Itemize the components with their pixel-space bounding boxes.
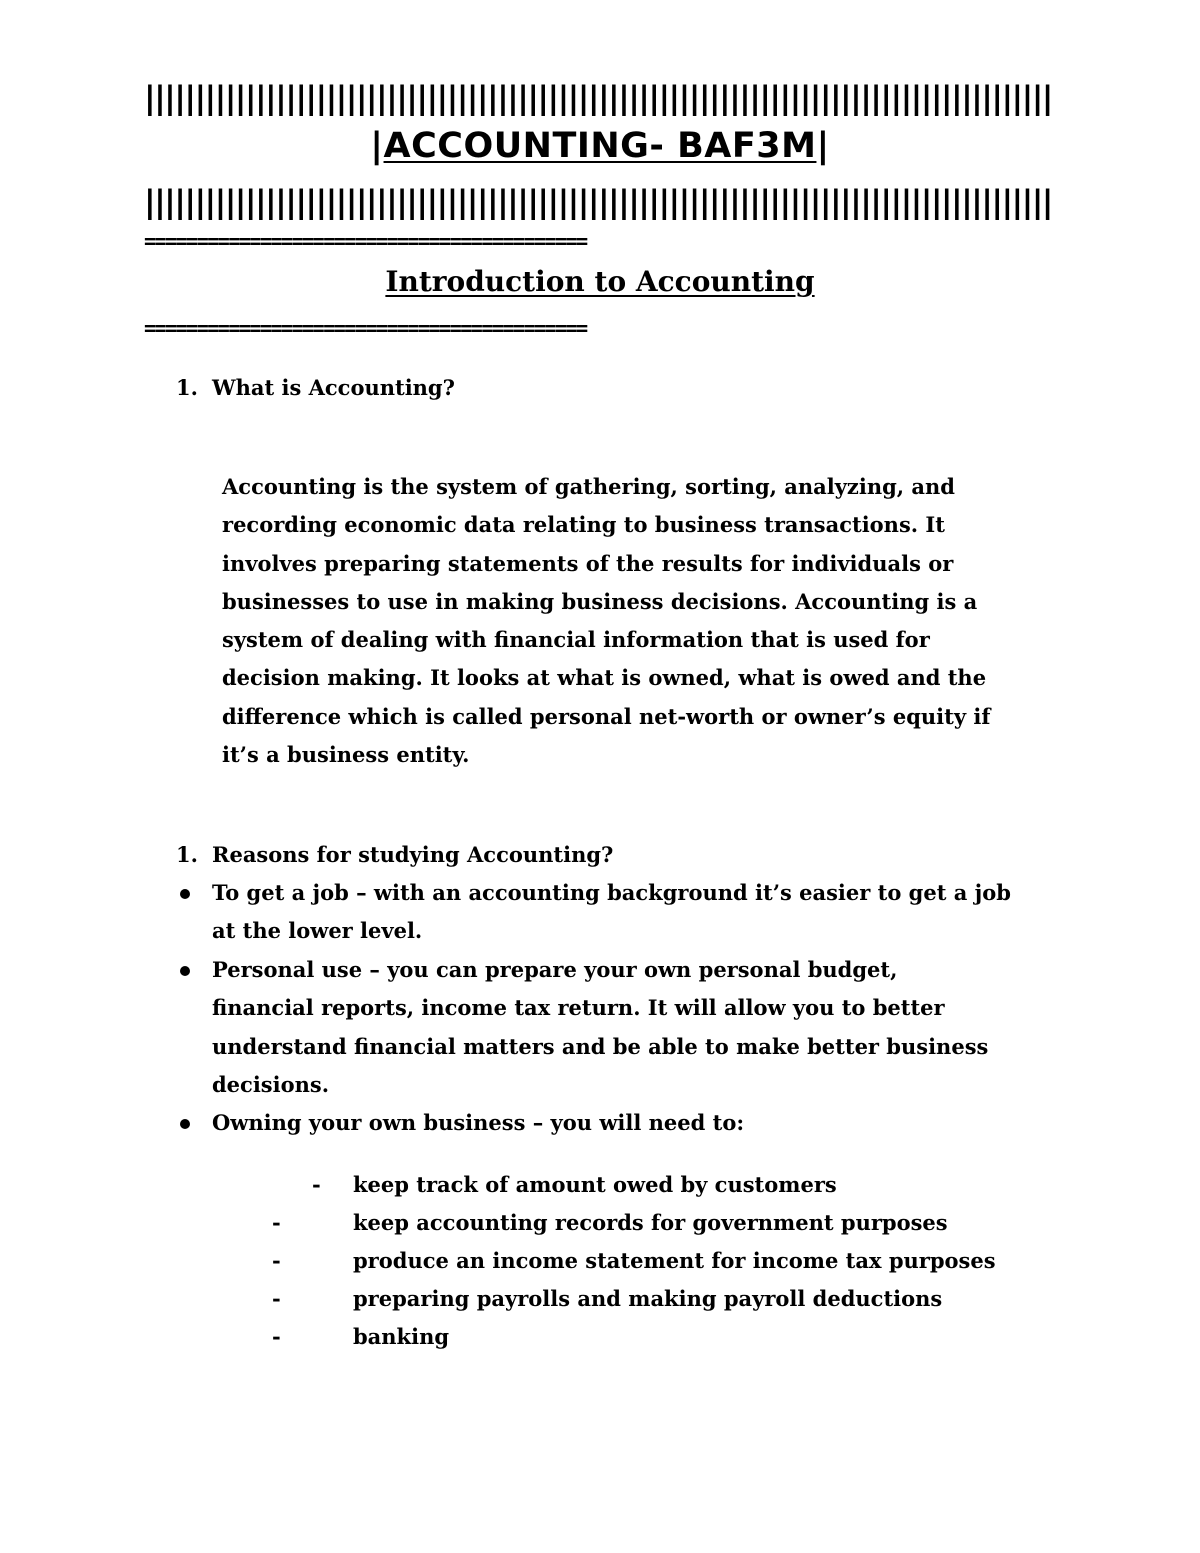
dash-marker: -: [312, 1172, 321, 1197]
course-title: [0, 118, 1200, 174]
section-heading-reasons: [176, 836, 613, 874]
bullet-line: financial reports, income tax return. It will allow you to better: [212, 995, 945, 1021]
bullet-dot-icon: [180, 889, 190, 899]
section-title: Reasons for studying Accounting?: [212, 842, 614, 867]
bullet-line: Personal use – you can prepare your own personal budget,: [212, 957, 898, 982]
course-title-right-pipe: |: [816, 126, 830, 166]
decorative-bar-line-top: ||||||||||||||||||||||||||||||||||||||||||||||||||||||||||||||||||||||||||||||||||||||||||: [144, 80, 1052, 116]
sub-item-label: produce an income statement for income tax purposes: [353, 1248, 996, 1273]
course-title-left-pipe: |: [370, 126, 384, 166]
intro-title-text: Introduction to Accounting: [385, 265, 815, 298]
section-number: 1.: [176, 375, 198, 400]
dash-marker: -: [272, 1210, 281, 1235]
equals-divider-bottom: ==========================================: [144, 316, 587, 340]
sub-item-label: preparing payrolls and making payroll deductions: [353, 1286, 943, 1311]
paragraph-line: it’s a business entity.: [222, 742, 470, 768]
section-title: What is Accounting?: [212, 375, 455, 400]
dash-marker: -: [272, 1286, 281, 1311]
decorative-bar-line-bottom: ||||||||||||||||||||||||||||||||||||||||||||||||||||||||||||||||||||||||||||||||||||||||||: [144, 184, 1052, 220]
bullet-text: [212, 1104, 1062, 1142]
paragraph-line: decision making. It looks at what is owned, what is owed and the: [222, 665, 987, 691]
bullet-text: [212, 951, 1062, 1104]
equals-divider-top: ==========================================: [144, 229, 587, 253]
section-number: 1.: [176, 842, 198, 867]
sub-item-label: keep accounting records for government purposes: [353, 1210, 948, 1235]
bullet-text: [212, 874, 1062, 951]
paragraph-line: businesses to use in making business decisions. Accounting is a: [222, 588, 978, 614]
bullet-line: understand financial matters and be able to make better business: [212, 1033, 989, 1059]
dash-marker: -: [272, 1248, 281, 1273]
paragraph-line: recording economic data relating to business transactions. It: [222, 512, 945, 538]
dash-marker: -: [272, 1324, 281, 1349]
sub-item-label: keep track of amount owed by customers: [353, 1172, 837, 1197]
bullet-line: at the lower level.: [212, 918, 423, 944]
sub-item-label: banking: [353, 1324, 450, 1349]
intro-title: [0, 260, 1200, 304]
accounting-definition-paragraph: [222, 468, 1052, 774]
paragraph-line: system of dealing with financial information that is used for: [222, 627, 930, 653]
bullet-line: To get a job – with an accounting background it’s easier to get a job: [212, 880, 1011, 905]
bullet-line: decisions.: [212, 1071, 330, 1097]
paragraph-line: involves preparing statements of the results for individuals or: [222, 550, 954, 576]
bullet-dot-icon: [180, 966, 190, 976]
paragraph-line: Accounting is the system of gathering, sorting, analyzing, and: [222, 474, 955, 499]
section-heading-what-is-accounting: [176, 369, 455, 407]
paragraph-line: difference which is called personal net-worth or owner’s equity if: [222, 703, 991, 729]
course-title-text: ACCOUNTING- BAF3M: [383, 126, 817, 166]
bullet-line: Owning your own business – you will need to:: [212, 1110, 745, 1135]
bullet-dot-icon: [180, 1119, 190, 1129]
